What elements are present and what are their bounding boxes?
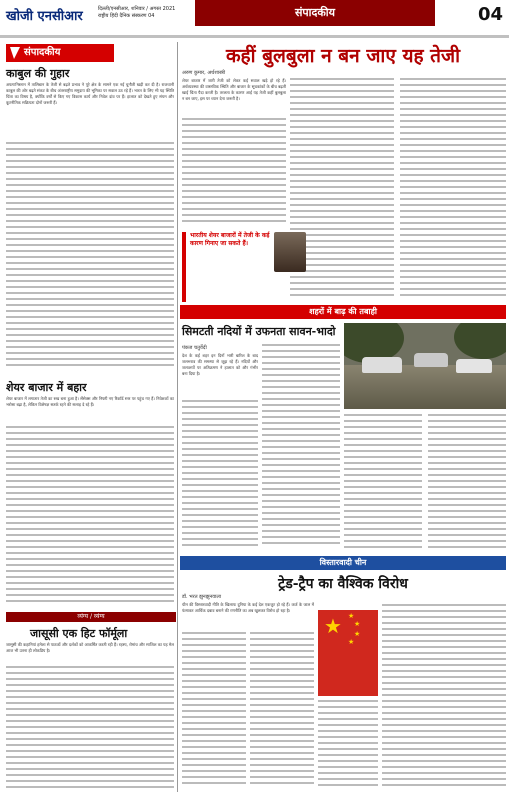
flood-banner: शहरों में बाढ़ की तबाही [180,305,506,319]
flag-small-star-icon: ★ [348,638,355,646]
trade-body-col-2 [250,632,314,794]
photo-car-2 [414,353,448,367]
flag-small-star-icon: ★ [354,620,361,628]
perspective-banner: विस्तारवादी चीन [180,556,506,570]
photo-car-3 [456,359,492,373]
editorial-label-text: संपादकीय [24,47,61,58]
column-divider [177,42,178,792]
markets-title: शेयर बाजार में बहार [6,381,87,394]
trade-body-col-3 [382,604,506,794]
trade-headline: ट्रेड-ट्रैप का वैश्विक विरोध [278,576,408,592]
flag-large-star-icon: ★ [324,614,342,638]
dateline-edition: राष्ट्रीय हिंदी दैनिक संस्करण 04 [98,13,155,19]
markets-body [6,426,174,608]
flood-body-col-1 [182,400,258,552]
dateline [98,6,175,20]
masthead [0,0,509,38]
flag-small-star-icon: ★ [354,630,361,638]
section-title: संपादकीय [195,0,435,26]
satire-lead: जासूसी की कहानियां हमेशा से पाठकों और दर्शकों को आकर्षित करती रही हैं। रहस्य, रोमांच और साजिश का यह मेल आज भी उतना ही लोकप्रिय है। [6,642,174,653]
flood-lead: देश के कई शहर इन दिनों भारी बारिश के बाद जलभराव की समस्या से जूझ रहे हैं। नदियों और जलाशयों पर अतिक्रमण ने हालात को और गंभीर बना दिया है। [182,353,258,376]
satire-tag: व्यंग्य / व्यंग्य [6,612,176,622]
photo-tree-right [454,323,506,359]
trade-lead: चीन की विस्तारवादी नीति के खिलाफ दुनिया के कई देश एकजुट हो रहे हैं। कर्ज के जाल में फंसाकर आर्थिक दबाव बनाने की रणनीति का अब खुलकर विरोध हो रहा है। [182,602,314,613]
main-lead: शेयर बाजार में जारी तेजी को लेकर कई सवाल खड़े हो रहे हैं। अर्थव्यवस्था की वास्तविक स्थिति और बाजार के सूचकांकों के बीच बढ़ती खाई चिंता पैदा करती है। तरलता के कारण आई यह तेजी कहीं बुलबुला न बन जाए, इस पर ध्यान देना जरूरी है। [182,78,286,101]
editorial-lead: अफगानिस्तान में तालिबान के तेजी से बढ़ते प्रभाव ने पूरे क्षेत्र के सामने एक नई चुनौती खड़ी कर दी है। राजधानी काबुल की ओर बढ़ते संकट के बीच अंतरराष्ट्रीय समुदाय की भूमिका पर सवाल उठ रहे हैं। भारत के लिए भी यह स्थिति चिंता का विषय है, क्योंकि वर्षों से किए गए विकास कार्य और निवेश दांव पर हैं। हालात को देखते हुए संयम और कूटनीतिक सक्रियता दोनों जरूरी हैं। [6,82,174,105]
editorial-body [6,142,174,374]
author-portrait [274,232,306,272]
editorial-label [6,44,114,62]
flag-small-star-icon: ★ [348,612,355,620]
markets-lead: शेयर बाजार में लगातार तेजी का रुख बना हुआ है। सेंसेक्स और निफ्टी नए रिकॉर्ड स्तर पर पहुंच गए हैं। निवेशकों का भरोसा बढ़ा है, लेकिन विशेषज्ञ सतर्क रहने की सलाह दे रहे हैं। [6,396,174,407]
main-headline: कहीं बुलबुला न बन जाए यह तेजी [225,45,461,67]
main-byline: अरुण कुमार, अर्थशास्त्री [182,70,226,76]
flood-photo [344,323,506,409]
flood-body-col-4 [428,414,506,552]
dateline-date: दिल्ली/एनसीआर, शनिवार / अगस्त 2021 [98,6,176,12]
main-body-col-1 [182,118,286,228]
satire-title: जासूसी एक हिट फॉर्मूला [30,627,128,640]
satire-body [6,666,174,794]
newspaper-logo: खोजी एनसीआर [6,9,83,24]
page-number: 04 [477,4,503,25]
flood-headline: सिमटती नदियों में उफनता सावन-भादो [182,325,336,338]
editorial-flag-icon [10,47,20,59]
trade-body-col-1 [182,632,246,794]
editorial-title: काबुल की गुहार [6,67,70,80]
trade-body-col-4 [318,700,378,794]
pull-quote: भारतीय शेयर बाजारों में तेजी के कई कारण गिनाए जा सकते हैं। [182,232,272,302]
china-flag-image [318,610,378,696]
main-body-col-3 [400,78,506,302]
flood-body-col-3 [344,414,422,552]
photo-car-1 [362,357,402,373]
flood-body-col-2 [262,344,340,552]
flood-byline: पंकज चतुर्वेदी [182,345,207,351]
trade-byline: डॉ. भरत झुनझुनवाला [182,594,222,600]
